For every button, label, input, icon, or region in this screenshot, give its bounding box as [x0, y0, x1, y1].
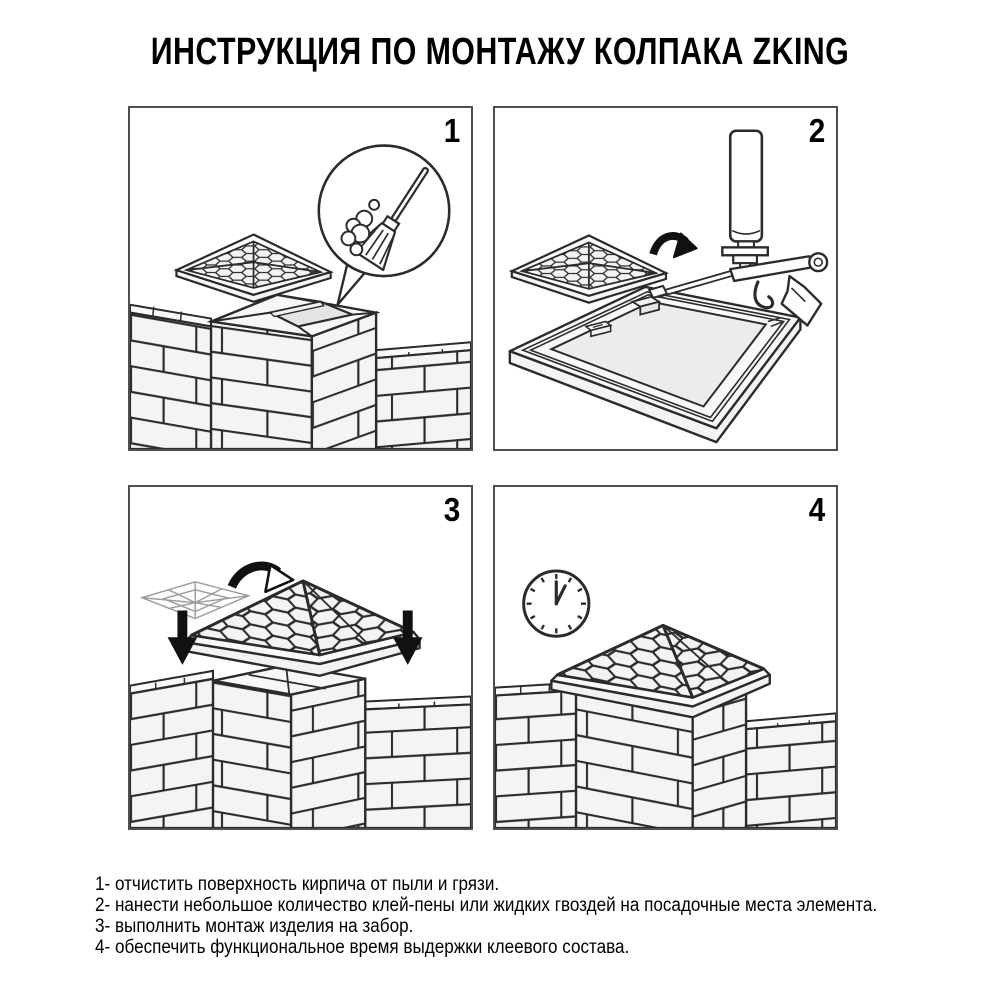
page-title: ИНСТРУКЦИЯ ПО МОНТАЖУ КОЛПАКА ZKING	[150, 31, 850, 73]
brick-pillar	[213, 665, 365, 828]
step-1-illustration	[130, 108, 471, 449]
step-3-illustration	[130, 487, 471, 828]
step-number: 4	[808, 491, 824, 528]
clock-icon	[524, 571, 589, 636]
step-number: 3	[443, 491, 459, 528]
cap-element-flat	[176, 235, 330, 302]
brick-wall-right	[746, 713, 836, 828]
step-4-illustration	[495, 487, 836, 828]
brick-wall-left	[130, 671, 213, 828]
brick-wall-left	[495, 683, 576, 828]
flip-arrow-icon	[653, 234, 696, 258]
brick-pillar-open-top	[211, 295, 376, 449]
cap-upside-down-tray	[510, 287, 801, 442]
brick-wall-left	[130, 305, 211, 449]
cap-inverted-ghost	[142, 582, 249, 619]
step-panel-1	[128, 106, 473, 451]
installation-steps	[95, 874, 877, 958]
brick-wall-right	[376, 342, 471, 449]
speech-bubble	[319, 146, 449, 305]
down-arrow-left-icon	[168, 611, 198, 665]
step-number: 1	[443, 112, 459, 149]
flip-arrow-icon	[232, 565, 293, 592]
step-panel-3	[128, 485, 473, 830]
step-number: 2	[808, 112, 824, 149]
step-panel-2	[493, 106, 838, 451]
step-line-3: 3- выполнить монтаж изделия на забор.	[95, 916, 414, 937]
step-line-4: 4- обеспечить функциональное время выдержки клеевого состава.	[95, 937, 630, 958]
step-line-2: 2- нанести небольшое количество клей-пены или жидких гвоздей на посадочные места элемента.	[95, 895, 878, 916]
brick-wall-right	[365, 697, 471, 828]
step-2-illustration	[495, 108, 836, 449]
step-panel-4	[493, 485, 838, 830]
step-line-1: 1- отчистить поверхность кирпича от пыли и грязи.	[95, 874, 500, 895]
down-arrow-right-icon	[393, 611, 423, 665]
